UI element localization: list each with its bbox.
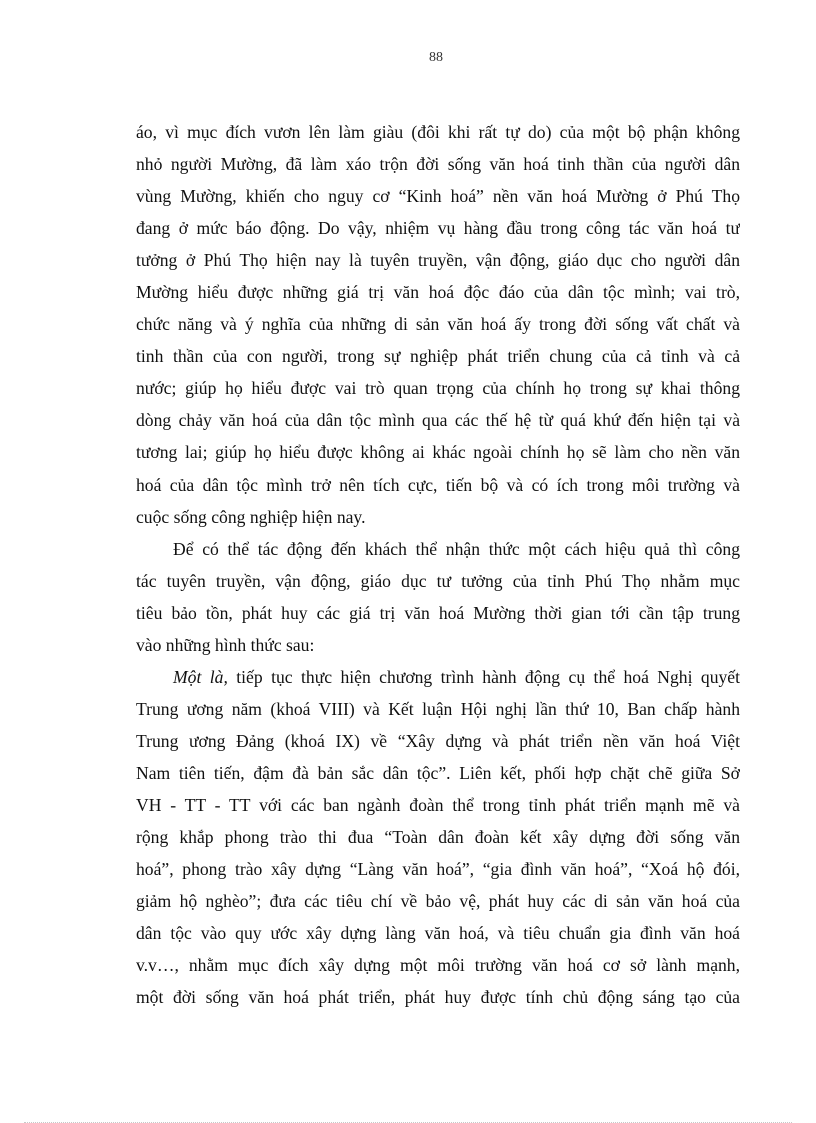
text-fragment: tiếp tục thực hiện chương trình hành động cụ thể hoá Nghị quyết xyxy=(227,666,740,687)
text-line: VH - TT - TT với các ban ngành đoàn thể trong tỉnh phát triển mạnh mẽ và xyxy=(136,794,740,815)
text-line: cuộc sống công nghiệp hiện nay. xyxy=(136,506,366,527)
text-line: tương lai; giúp họ hiểu được không ai khác ngoài chính họ sẽ làm cho nền văn xyxy=(136,442,740,463)
text-line: chức năng và ý nghĩa của những di sản văn hoá ấy trong đời sống vất chất và xyxy=(136,314,740,335)
text-line: v.v…, nhằm mục đích xây dựng một môi trường văn hoá cơ sở lành mạnh, xyxy=(136,955,740,976)
text-line: nước; giúp họ hiểu được vai trò quan trọng của chính họ trong sự khai thông xyxy=(136,378,740,399)
text-line: nhỏ người Mường, đã làm xáo trộn đời sống văn hoá tinh thần của người dân xyxy=(136,154,740,175)
text-line: Trung ương năm (khoá VIII) và Kết luận Hội nghị lần thứ 10, Ban chấp hành xyxy=(136,698,740,719)
text-line: dòng chảy văn hoá của dân tộc mình qua các thế hệ từ quá khứ đến hiện tại và xyxy=(136,410,740,431)
page-number: 88 xyxy=(429,50,443,65)
text-line: Trung ương Đảng (khoá IX) về “Xây dựng và phát triển nền văn hoá Việt xyxy=(136,730,740,751)
text-line: tác tuyên truyền, vận động, giáo dục tư tưởng của tỉnh Phú Thọ nhằm mục xyxy=(136,570,740,591)
text-line: tinh thần của con người, trong sự nghiệp phát triển chung của cả tỉnh và cả xyxy=(136,346,740,367)
text-line: hoá”, phong trào xây dựng “Làng văn hoá”, “gia đình văn hoá”, “Xoá hộ đói, xyxy=(136,859,740,880)
text-line xyxy=(136,661,740,693)
text-line: Nam tiên tiến, đậm đà bản sắc dân tộc”. Liên kết, phối hợp chặt chẽ giữa Sở xyxy=(136,762,740,783)
text-line: vào những hình thức sau: xyxy=(136,634,315,655)
text-line: dân tộc vào quy ước xây dựng làng văn hoá, và tiêu chuẩn gia đình văn hoá xyxy=(136,923,740,944)
text-line: Mường hiểu được những giá trị văn hoá độc đáo của dân tộc mình; vai trò, xyxy=(136,282,740,303)
text-line: Để có thể tác động đến khách thể nhận thức một cách hiệu quả thì công xyxy=(173,538,740,559)
text-line: đang ở mức báo động. Do vậy, nhiệm vụ hàng đầu trong công tác văn hoá tư xyxy=(136,218,740,239)
text-line: tưởng ở Phú Thọ hiện nay là tuyên truyền, vận động, giáo dục cho người dân xyxy=(136,250,740,271)
text-line: áo, vì mục đích vươn lên làm giàu (đôi khi rất tự do) của một bộ phận không xyxy=(136,122,740,142)
text-line: giảm hộ nghèo”; đưa các tiêu chí về bảo vệ, phát huy các di sản văn hoá của xyxy=(136,891,740,912)
text-line: vùng Mường, khiến cho nguy cơ “Kinh hoá” nền văn hoá Mường ở Phú Thọ xyxy=(136,186,740,207)
document-body xyxy=(136,116,740,1013)
paragraph-1 xyxy=(136,116,740,533)
paragraph-lead: Một là, xyxy=(173,666,228,687)
paragraph-3 xyxy=(136,661,740,1014)
text-line: một đời sống văn hoá phát triển, phát huy được tính chủ động sáng tạo của xyxy=(136,987,740,1008)
paragraph-2 xyxy=(136,533,740,661)
text-line: tiêu bảo tồn, phát huy các giá trị văn hoá Mường thời gian tới cần tập trung xyxy=(136,602,740,623)
text-line: rộng khắp phong trào thi đua “Toàn dân đoàn kết xây dựng đời sống văn xyxy=(136,827,740,848)
text-line: hoá của dân tộc mình trở nên tích cực, tiến bộ và có ích trong môi trường và xyxy=(136,474,740,495)
